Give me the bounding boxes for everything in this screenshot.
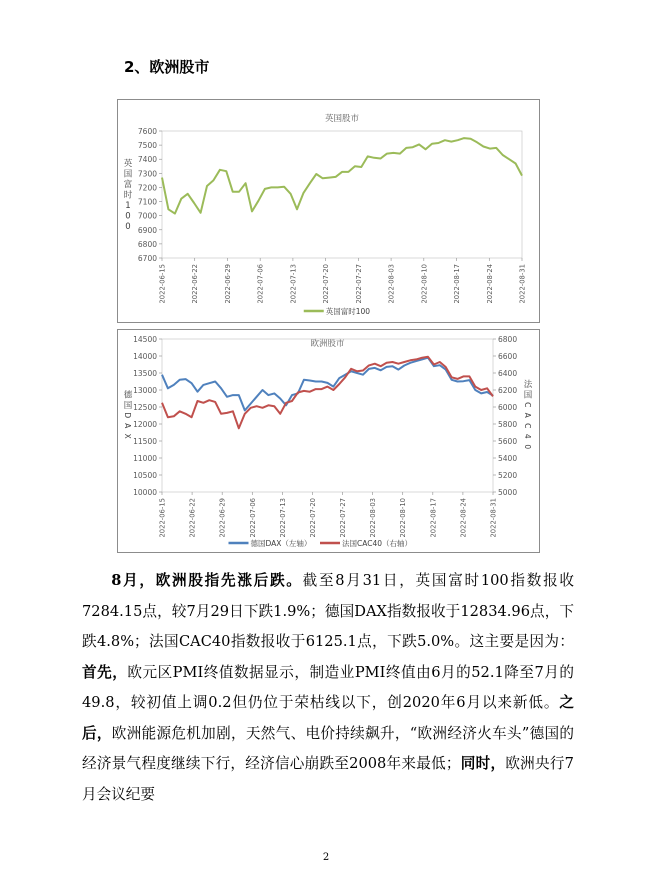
y-tick-label: 12000 [133, 420, 157, 429]
y-axis-label-char: X [123, 433, 132, 439]
plot-area [162, 131, 522, 258]
y-axis-label-char: 英 [123, 158, 133, 169]
ftse-chart-svg [118, 100, 539, 322]
y-tick-label: 6800 [137, 239, 157, 249]
x-tick-label: 2022-07-06 [248, 498, 257, 538]
y-axis-label-char: 富 [123, 179, 133, 190]
x-tick-label: 2022-08-10 [420, 264, 429, 304]
x-tick-label: 2022-08-17 [429, 498, 438, 538]
text-run: 截至8月31日，英国富时100指数报收7284.15点，较7月29日下跌1.9%；德国DAX指数报收于12834.96点，下跌4.8%；法国CAC40指数报收于6125.1点，下跌5.0%。这主要是因为： [82, 572, 574, 650]
y-axis-label-char: 国 [123, 400, 133, 411]
y-right-axis-label-char: C [523, 423, 532, 429]
x-tick-label: 2022-07-27 [339, 498, 348, 538]
plot-area [162, 339, 493, 492]
y-axis-label-char: D [123, 412, 132, 419]
y-tick-label: 7600 [137, 127, 157, 136]
bold-run-meanwhile: 同时， [460, 755, 506, 772]
ftse-chart [117, 99, 540, 323]
x-tick-label: 2022-08-31 [489, 498, 498, 538]
y-tick-label: 7200 [137, 183, 157, 193]
x-tick-label: 2022-08-10 [399, 498, 408, 538]
x-tick-label: 2022-08-24 [485, 264, 494, 304]
text-run: 欧元区PMI终值数据显示，制造业PMI终值由6月的52.1降至7月的49.8，较初值上调0.2但仍位于荣枯线以下，创2020年6月以来新低。 [82, 663, 574, 711]
bold-run-then: 之后， [82, 694, 574, 742]
legend-label-1: 法国CAC40（右轴） [342, 539, 413, 548]
y-right-tick-label: 6400 [498, 369, 518, 378]
y-axis-label-char: 0 [125, 221, 131, 232]
y-tick-label: 14500 [133, 335, 157, 344]
y-right-tick-label: 6000 [498, 403, 518, 412]
series-line-0 [162, 138, 522, 214]
y-axis-label-char: 国 [123, 169, 133, 180]
text-run: 欧洲央行7月会议纪要 [82, 755, 574, 803]
y-tick-label: 11000 [133, 454, 157, 463]
y-tick-label: 7100 [137, 197, 157, 207]
x-tick-label: 2022-07-20 [322, 264, 331, 304]
y-tick-label: 13500 [133, 369, 157, 378]
y-right-tick-label: 5800 [498, 420, 518, 429]
dax-cac-chart-svg [118, 330, 539, 552]
text-run: 欧洲能源危机加剧，天然气、电价持续飙升，“欧洲经济火车头”德国的经济景气程度继续下行，经济信心崩跌至2008年来最低； [82, 724, 574, 772]
y-right-tick-label: 5600 [498, 437, 518, 446]
x-tick-label: 2022-07-06 [256, 264, 265, 304]
y-right-tick-label: 6600 [498, 352, 518, 361]
y-tick-label: 7400 [137, 155, 157, 165]
y-tick-label: 10000 [133, 488, 157, 497]
y-tick-label: 14000 [133, 352, 157, 361]
y-right-axis-label-char: C [523, 402, 532, 408]
x-tick-label: 2022-06-15 [158, 264, 167, 304]
y-tick-label: 7300 [137, 169, 157, 179]
chart-title: 英国股市 [324, 114, 360, 124]
y-right-axis-label-char: 0 [523, 444, 532, 450]
x-tick-label: 2022-08-03 [387, 264, 396, 304]
y-axis-label-char: 时 [123, 190, 133, 201]
y-right-tick-label: 5200 [498, 471, 518, 480]
y-right-tick-label: 6200 [498, 386, 518, 395]
x-tick-label: 2022-06-15 [158, 498, 167, 538]
y-right-tick-label: 5400 [498, 454, 518, 463]
x-tick-label: 2022-07-27 [354, 264, 363, 304]
x-tick-label: 2022-06-29 [223, 264, 232, 304]
y-tick-label: 10500 [133, 471, 157, 480]
y-right-axis-label-char: 4 [523, 433, 532, 439]
x-tick-label: 2022-06-22 [191, 264, 200, 304]
x-tick-label: 2022-08-31 [518, 264, 527, 304]
y-right-axis-label-char: 法 [523, 379, 533, 390]
legend-label-0: 德国DAX（左轴） [250, 539, 312, 548]
section-title: 2、欧洲股市 [124, 58, 210, 76]
y-tick-label: 12500 [133, 403, 157, 412]
chart-title: 欧洲股市 [310, 339, 345, 349]
y-axis-label-char: A [123, 423, 132, 429]
y-tick-label: 6700 [137, 254, 157, 263]
y-right-tick-label: 6800 [498, 335, 518, 344]
y-tick-label: 13000 [133, 386, 157, 395]
x-tick-label: 2022-08-03 [369, 498, 378, 538]
x-tick-label: 2022-08-24 [459, 498, 468, 538]
lead-sentence: 8月，欧洲股指先涨后跌。 [111, 572, 303, 589]
y-tick-label: 6900 [137, 225, 157, 235]
y-tick-label: 7500 [137, 141, 157, 151]
x-tick-label: 2022-06-29 [218, 498, 227, 538]
legend-label-0: 英国富时100 [325, 307, 371, 316]
y-right-axis-label-char: 国 [523, 390, 533, 401]
y-tick-label: 11500 [133, 437, 157, 446]
body-paragraph [82, 566, 574, 810]
x-tick-label: 2022-06-22 [188, 498, 197, 538]
dax-cac-chart [117, 329, 540, 553]
x-tick-label: 2022-07-13 [278, 498, 287, 538]
x-tick-label: 2022-08-17 [453, 264, 462, 304]
page-number: 2 [322, 852, 330, 863]
y-axis-label-char: 1 [125, 200, 131, 211]
x-tick-label: 2022-07-13 [289, 264, 298, 304]
y-right-tick-label: 5000 [498, 488, 518, 497]
bold-run-first: 首先， [82, 663, 128, 681]
y-tick-label: 7000 [137, 211, 157, 221]
y-axis-label-char: 德 [123, 390, 133, 401]
x-tick-label: 2022-07-20 [308, 498, 317, 538]
y-right-axis-label-char: A [523, 412, 532, 418]
y-axis-label-char: 0 [125, 211, 131, 222]
